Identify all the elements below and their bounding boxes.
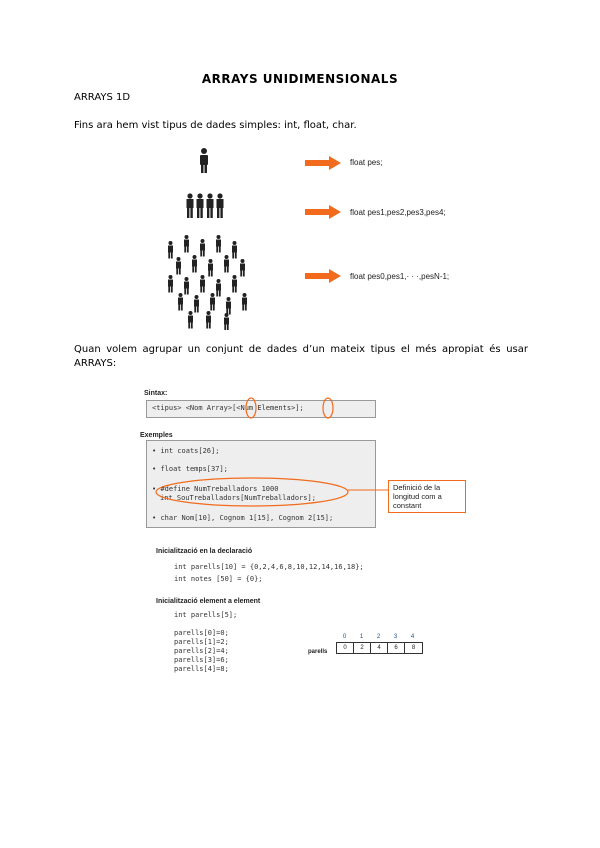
array-index: 2: [376, 634, 381, 640]
examples-label: Exemples: [140, 432, 173, 439]
init-elem-line: parells[3]=6;: [174, 656, 229, 664]
figure-people-arrays: [160, 140, 480, 335]
array-diagram-label: parells: [308, 649, 328, 655]
array-values-row: [336, 642, 423, 654]
group-four-people-icon: [185, 193, 225, 219]
arrow-right-icon: [305, 205, 341, 219]
array-cell: 6: [388, 643, 405, 653]
page-title: ARRAYS UNIDIMENSIONALS: [201, 72, 399, 86]
arrow-right-icon: [305, 269, 341, 283]
init-elem-line: parells[0]=0;: [174, 629, 229, 637]
paragraph-arrays: Quan volem agrupar un conjunt de dades d’un mateix tipus el més apropiat és usar ARRAYS:: [74, 344, 528, 369]
array-indices-row: [336, 634, 426, 640]
syntax-label: Sintax:: [144, 390, 168, 397]
single-person-icon: [198, 148, 210, 174]
init-elem-label: Inicialització element a element: [156, 598, 261, 605]
figure-array-syntax: [140, 390, 480, 680]
define-highlight-oval: [154, 476, 350, 508]
array-index: 0: [342, 634, 347, 640]
example-line: int SouTreballadors[NumTreballadors];: [160, 494, 316, 502]
example-line: • char Nom[10], Cognom 1[15], Cognom 2[15];: [152, 514, 334, 522]
init-elem-line: parells[2]=4;: [174, 647, 229, 655]
bracket-highlight-right: [321, 397, 335, 419]
intro-text: Fins ara hem vist tipus de dades simples: int, float, char.: [74, 120, 357, 131]
example-line: • #define NumTreballadors 1000: [152, 485, 279, 493]
section-subtitle: ARRAYS 1D: [74, 92, 131, 103]
init-decl-label: Inicialització en la declaració: [156, 548, 253, 555]
bracket-highlight-left: [244, 397, 258, 419]
code-four-vars: float pes1,pes2,pes3,pes4;: [350, 208, 446, 217]
array-cell: 8: [411, 645, 416, 651]
init-decl-line: int parells[10] = {0,2,4,6,8,10,12,14,16,18};: [174, 563, 364, 571]
array-diagram: [336, 634, 426, 658]
array-index: 3: [393, 634, 398, 640]
array-cell: 0: [337, 643, 354, 653]
syntax-code: <tipus> <Nom Array>[<Num Elements>];: [152, 404, 304, 412]
callout-box: Definició de la longitud com a constant: [388, 480, 466, 513]
example-line: • int coats[26];: [152, 447, 220, 455]
code-single-var: float pes;: [350, 158, 383, 167]
array-index: 4: [410, 634, 415, 640]
array-index: 1: [359, 634, 364, 640]
init-elem-line: parells[4]=8;: [174, 665, 229, 673]
crowd-people-icon: [165, 235, 255, 330]
array-cell: 2: [354, 643, 371, 653]
init-elem-line: parells[1]=2;: [174, 638, 229, 646]
callout-connector: [348, 487, 388, 493]
init-decl-line: int notes [50] = {0};: [174, 575, 263, 583]
code-n-vars: float pes0,pes1,· · ·,pesN-1;: [350, 272, 450, 281]
example-line: • float temps[37];: [152, 465, 228, 473]
init-elem-decl: int parells[5];: [174, 611, 238, 619]
array-cell: 4: [371, 643, 388, 653]
arrow-right-icon: [305, 156, 341, 170]
